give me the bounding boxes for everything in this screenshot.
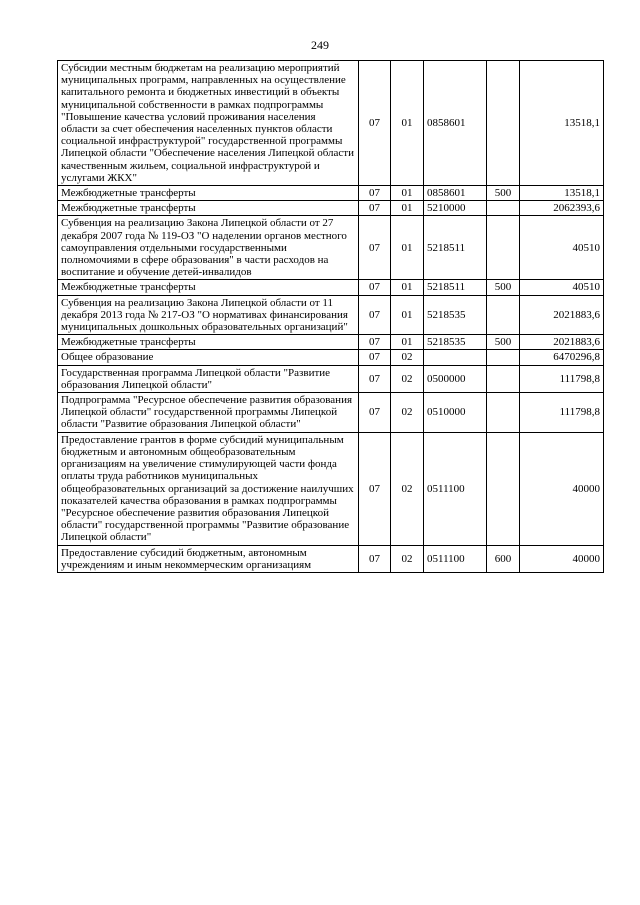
table-row — [58, 350, 604, 365]
table-row — [58, 280, 604, 295]
table-row — [58, 216, 604, 280]
row-amount: 40510 — [520, 216, 604, 280]
row-target-code: 5218511 — [424, 216, 487, 280]
row-target-code: 0511100 — [424, 432, 487, 545]
row-target-code: 0500000 — [424, 365, 487, 392]
row-amount: 2021883,6 — [520, 335, 604, 350]
row-target-code: 5218511 — [424, 280, 487, 295]
row-subsection: 01 — [391, 201, 424, 216]
row-expense-type — [487, 201, 520, 216]
row-expense-type: 500 — [487, 335, 520, 350]
row-subsection: 02 — [391, 350, 424, 365]
row-subsection: 02 — [391, 365, 424, 392]
row-amount: 6470296,8 — [520, 350, 604, 365]
row-amount: 13518,1 — [520, 186, 604, 201]
row-amount: 111798,8 — [520, 365, 604, 392]
row-expense-type — [487, 295, 520, 335]
row-expense-type — [487, 432, 520, 545]
row-target-code: 5218535 — [424, 335, 487, 350]
row-subsection: 01 — [391, 186, 424, 201]
table-row — [58, 61, 604, 186]
row-section: 07 — [359, 216, 391, 280]
row-expense-type: 500 — [487, 186, 520, 201]
row-section: 07 — [359, 393, 391, 433]
row-section: 07 — [359, 545, 391, 572]
row-name: Межбюджетные трансферты — [58, 280, 359, 295]
row-expense-type: 600 — [487, 545, 520, 572]
table-row — [58, 432, 604, 545]
row-subsection: 01 — [391, 280, 424, 295]
row-subsection: 01 — [391, 61, 424, 186]
row-subsection: 01 — [391, 335, 424, 350]
row-name: Субвенция на реализацию Закона Липецкой области от 27 декабря 2007 года № 119-ОЗ "О наделении органов местного самоуправления отдельными государственными полномочиями в сфере образования" в части расходов на воспитание и обучение детей-инвалидов — [58, 216, 359, 280]
table-row — [58, 393, 604, 433]
row-section: 07 — [359, 186, 391, 201]
row-name: Государственная программа Липецкой области "Развитие образования Липецкой области" — [58, 365, 359, 392]
row-expense-type — [487, 393, 520, 433]
row-amount: 40510 — [520, 280, 604, 295]
row-target-code: 0858601 — [424, 61, 487, 186]
row-target-code — [424, 350, 487, 365]
row-section: 07 — [359, 432, 391, 545]
row-amount: 40000 — [520, 545, 604, 572]
row-name: Субвенция на реализацию Закона Липецкой области от 11 декабря 2013 года № 217-ОЗ "О нормативах финансирования муниципальных дошкольных образовательных организаций" — [58, 295, 359, 335]
row-amount: 2062393,6 — [520, 201, 604, 216]
row-expense-type — [487, 61, 520, 186]
row-subsection: 02 — [391, 545, 424, 572]
table-row — [58, 295, 604, 335]
row-expense-type — [487, 350, 520, 365]
row-amount: 2021883,6 — [520, 295, 604, 335]
row-section: 07 — [359, 350, 391, 365]
row-amount: 111798,8 — [520, 393, 604, 433]
row-section: 07 — [359, 61, 391, 186]
row-target-code: 5218535 — [424, 295, 487, 335]
row-name: Предоставление субсидий бюджетным, автономным учреждениям и иным некоммерческим организациям — [58, 545, 359, 572]
row-name: Межбюджетные трансферты — [58, 186, 359, 201]
row-expense-type — [487, 216, 520, 280]
row-subsection: 02 — [391, 432, 424, 545]
row-name: Общее образование — [58, 350, 359, 365]
row-subsection: 02 — [391, 393, 424, 433]
row-name: Предоставление грантов в форме субсидий муниципальным бюджетным и автономным общеобразовательным организациям на увеличение стимулирующей части фонда оплаты труда работников муниципальных общеобразовательных организаций за достижение наилучших показателей качества образования в рамках подпрограммы "Ресурсное обеспечение развития образования Липецкой области" государственной программы "Развитие образование Липецкой области" — [58, 432, 359, 545]
row-section: 07 — [359, 201, 391, 216]
row-target-code: 0858601 — [424, 186, 487, 201]
page-number: 249 — [311, 38, 329, 52]
row-name: Межбюджетные трансферты — [58, 335, 359, 350]
row-target-code: 0511100 — [424, 545, 487, 572]
row-subsection: 01 — [391, 216, 424, 280]
row-name: Субсидии местным бюджетам на реализацию мероприятий муниципальных программ, направленных на осуществление капитального ремонта и бюджетных инвестиций в объекты муниципальной собственности в рамках подпрограммы "Повышение качества условий проживания населения области за счет обеспечения населенных пунктов области социальной инфраструктурой" государственной программы Липецкой области "Обеспечение населения Липецкой области качественным жильем, социальной инфраструктурой и услугами ЖКХ" — [58, 61, 359, 186]
row-target-code: 5210000 — [424, 201, 487, 216]
table-row — [58, 545, 604, 572]
budget-table — [57, 60, 604, 573]
row-amount: 13518,1 — [520, 61, 604, 186]
row-section: 07 — [359, 365, 391, 392]
row-expense-type — [487, 365, 520, 392]
row-section: 07 — [359, 280, 391, 295]
row-section: 07 — [359, 295, 391, 335]
row-expense-type: 500 — [487, 280, 520, 295]
row-name: Межбюджетные трансферты — [58, 201, 359, 216]
row-name: Подпрограмма "Ресурсное обеспечение развития образования Липецкой области" государственной программы Липецкой области "Развитие образования Липецкой области" — [58, 393, 359, 433]
table-row — [58, 335, 604, 350]
table-row — [58, 186, 604, 201]
row-section: 07 — [359, 335, 391, 350]
row-amount: 40000 — [520, 432, 604, 545]
table-row — [58, 201, 604, 216]
row-subsection: 01 — [391, 295, 424, 335]
row-target-code: 0510000 — [424, 393, 487, 433]
table-row — [58, 365, 604, 392]
